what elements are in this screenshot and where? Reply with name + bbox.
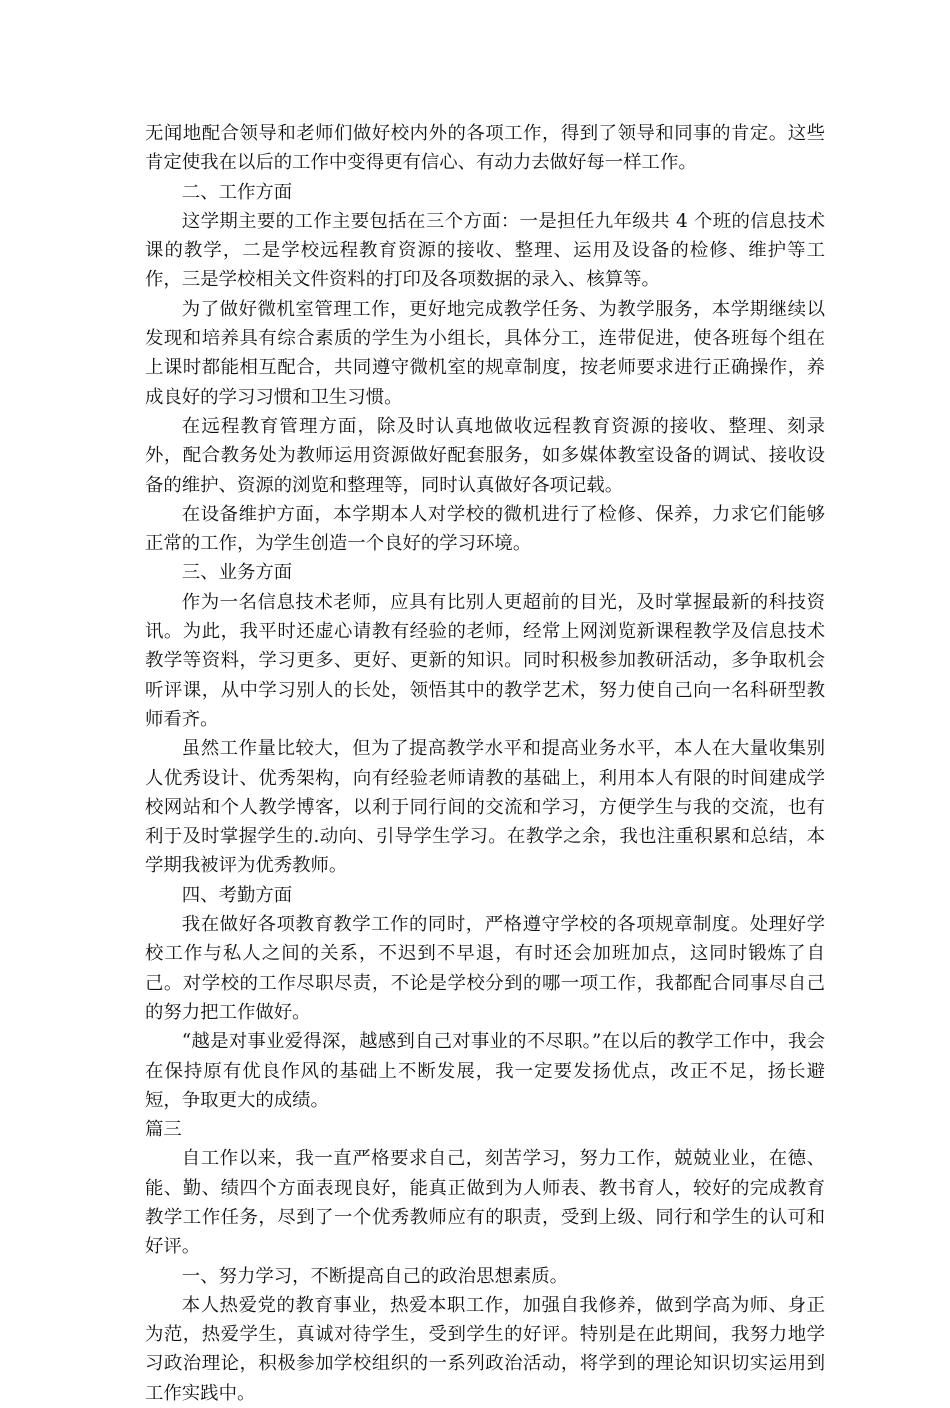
- paragraph: 作为一名信息技术老师，应具有比别人更超前的目光，及时掌握最新的科技资讯。为此，我平时还虚心请教有经验的老师，经常上网浏览新课程教学及信息技术教学等资料，学习更多、更好、更新的知识。同时积极参加教研活动，多争取机会听评课，从中学习别人的长处，领悟其中的教学艺术，努力使自己向一名科研型教师看齐。: [145, 591, 825, 730]
- paragraph: 我在做好各项教育教学工作的同时，严格遵守学校的各项规章制度。处理好学校工作与私人之间的关系，不迟到不早退，有时还会加班加点，这同时锻炼了自己。对学校的工作尽职尽责，不论是学校分到的哪一项工作，我都配合同事尽自己的努力把工作做好。: [145, 914, 825, 1023]
- paragraph: 为了做好微机室管理工作，更好地完成教学任务、为教学服务，本学期继续以发现和培养具有综合素质的学生为小组长，具体分工，连带促进，使各班每个组在上课时都能相互配合，共同遵守微机室的规章制度，按老师要求进行正确操作，养成良好的学习习惯和卫生习惯。: [145, 298, 825, 408]
- section-heading: 三、业务方面: [181, 562, 293, 584]
- paragraph: 本人热爱党的教育事业，热爱本职工作，加强自我修养，做到学高为师、身正为范，热爱学生，真诚对待学生，受到学生的好评。特别是在此期间，我努力地学习政治理论，积极参加学校组织的一系列政治活动，将学到的理论知识切实运用到工作实践中。: [145, 1294, 825, 1404]
- paragraph: 虽然工作量比较大，但为了提高教学水平和提高业务水平，本人在大量收集别人优秀设计、优秀架构，向有经验老师请教的基础上，利用本人有限的时间建成学校网站和个人教学博客，以利于同行间的交流和学习，方便学生与我的交流，也有利于及时掌握学生的.动向、引导学生学习。在教学之余，我也注重积累和总结，本学期我被评为优秀教师。: [145, 738, 825, 877]
- part-heading: 篇三: [145, 1119, 182, 1141]
- paragraph: 在设备维护方面，本学期本人对学校的微机进行了检修、保养，力求它们能够正常的工作，为学生创造一个良好的学习环境。: [145, 503, 825, 555]
- paragraph: “越是对事业爱得深，越感到自己对事业的不尽职。”在以后的教学工作中，我会在保持原有优良作风的基础上不断发展，我一定要发扬优点，改正不足，扬长避短，争取更大的成绩。: [145, 1031, 825, 1111]
- document-body: [145, 119, 825, 1408]
- section-heading: 二、工作方面: [181, 181, 293, 203]
- paragraph: 这学期主要的工作主要包括在三个方面：一是担任九年级共 4 个班的信息技术课的教学，二是学校远程教育资源的接收、整理、运用及设备的检修、维护等工作，三是学校相关文件资料的打印及各项数据的录入、核算等。: [145, 210, 825, 291]
- section-heading: 四、考勤方面: [181, 884, 293, 906]
- paragraph: 自工作以来，我一直严格要求自己，刻苦学习，努力工作，兢兢业业，在德、能、勤、绩四个方面表现良好，能真正做到为人师表、教书育人，较好的完成教育教学工作任务，尽到了一个优秀教师应有的职责，受到上级、同行和学生的认可和好评。: [145, 1148, 825, 1258]
- paragraph: 在远程教育管理方面，除及时认真地做收远程教育资源的接收、整理、刻录外，配合教务处为教师运用资源做好配套服务，如多媒体教室设备的调试、接收设备的维护、资源的浏览和整理等，同时认真做好各项记载。: [145, 415, 825, 496]
- section-heading: 一、努力学习，不断提高自己的政治思想素质。: [181, 1265, 569, 1287]
- paragraph: 无闻地配合领导和老师们做好校内外的各项工作，得到了领导和同事的肯定。这些肯定使我在以后的工作中变得更有信心、有动力去做好每一样工作。: [145, 123, 825, 174]
